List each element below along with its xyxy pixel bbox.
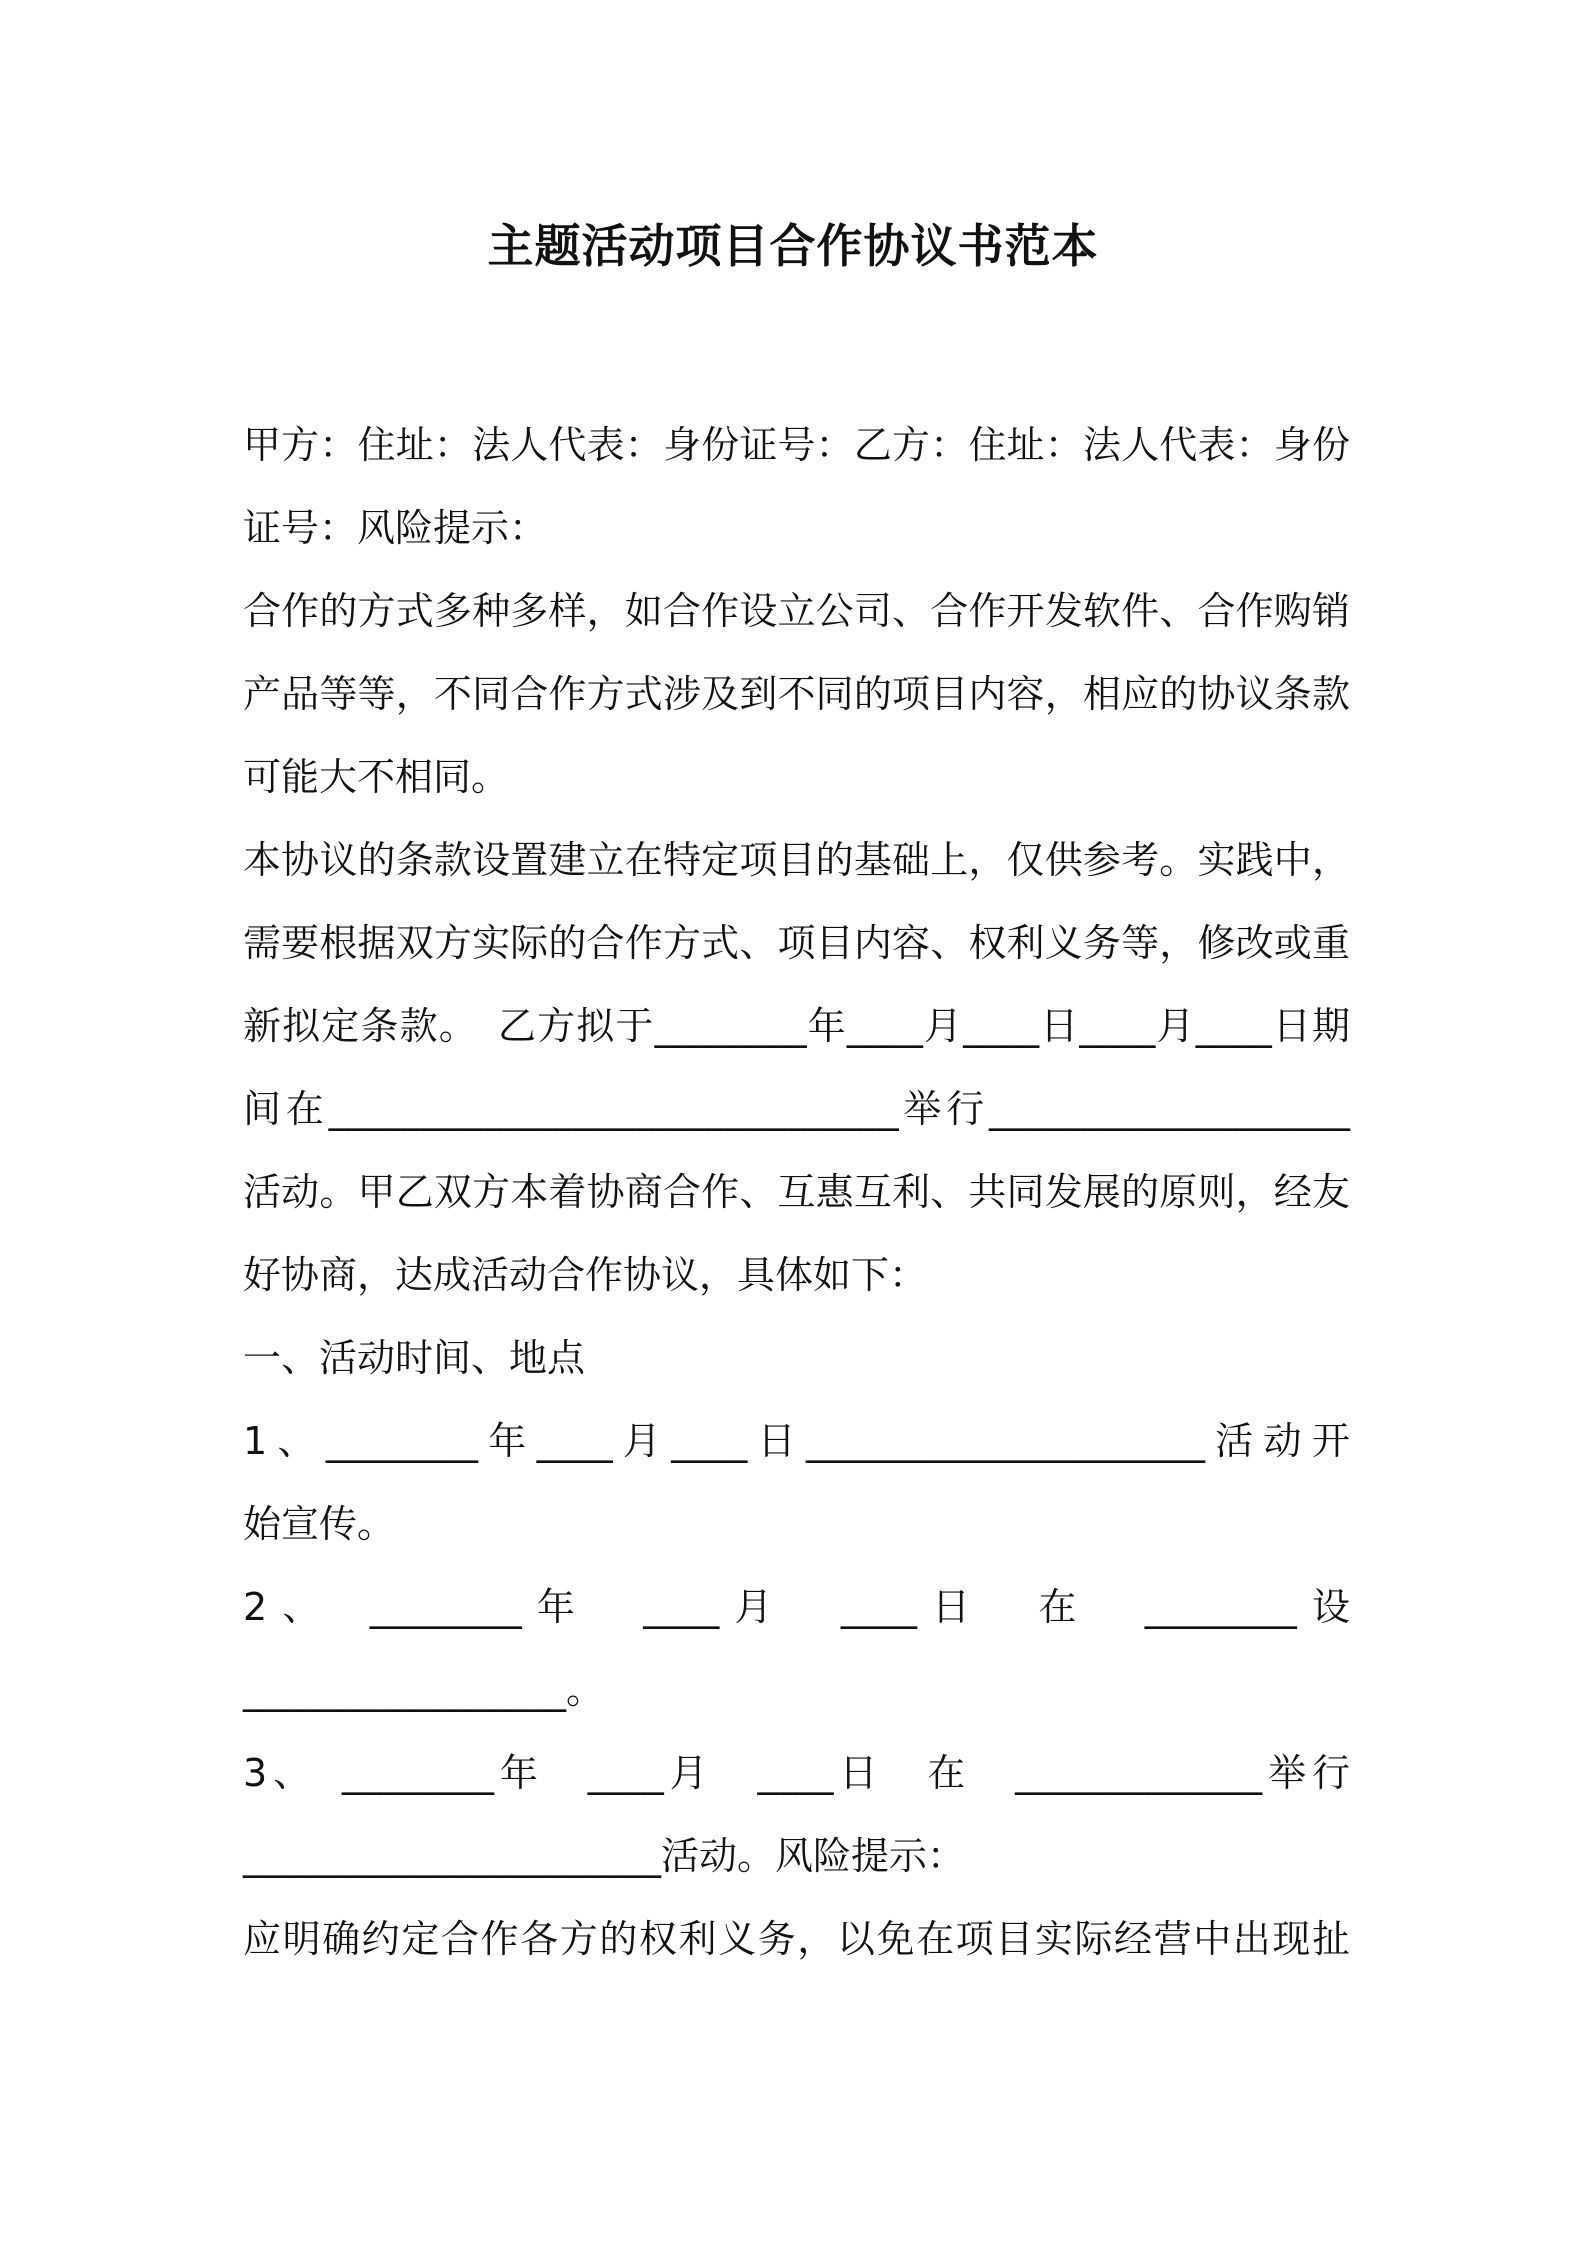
cooperation-note-paragraph: 合作的方式多种多样，如合作设立公司、合作开发软件、合作购销产品等等，不同合作方式涉及到不同的项目内容，相应的协议条款可能大不相同。: [243, 589, 1350, 799]
party-info-paragraph: 甲方：住址：法人代表：身份证号：乙方：住址：法人代表：身份证号：风险提示：: [243, 423, 1350, 550]
item-2-line-2: _________________。: [243, 1668, 605, 1712]
item-3-line-2: ______________________活动。风险提示：: [243, 1834, 966, 1878]
section-heading-time-place: 一、活动时间、地点: [243, 1336, 586, 1380]
document-title: 主题活动项目合作协议书范本: [487, 219, 1099, 273]
item-1-line-2: 始宣传。: [243, 1502, 396, 1546]
item-3-line-1: 3、 ________年 ____月 ____日 在 _____________举行: [243, 1751, 1350, 1795]
agreement-intro-paragraph: 本协议的条款设置建立在特定项目的基础上，仅供参考。实践中，需要根据双方实际的合作方式、项目内容、权利义务等，修改或重新拟定条款。 乙方拟于________年____月____日____月____日期间在______________________________举行___________________活动。甲乙双方本着协商合作、互惠互利、共同发展的原则，经友好协商，达成活动合作协议，具体如下：: [243, 838, 1350, 1297]
document-body: [243, 404, 1350, 1981]
item-1-line-1: 1、________年____月____日_____________________活动开: [243, 1419, 1350, 1463]
item-2-line-1: 2、 ________年 ____月 ____日 在 ________设: [243, 1585, 1350, 1629]
rights-obligations-line: 应明确约定合作各方的权利义务，以免在项目实际经营中出现扯: [243, 1917, 1350, 1961]
